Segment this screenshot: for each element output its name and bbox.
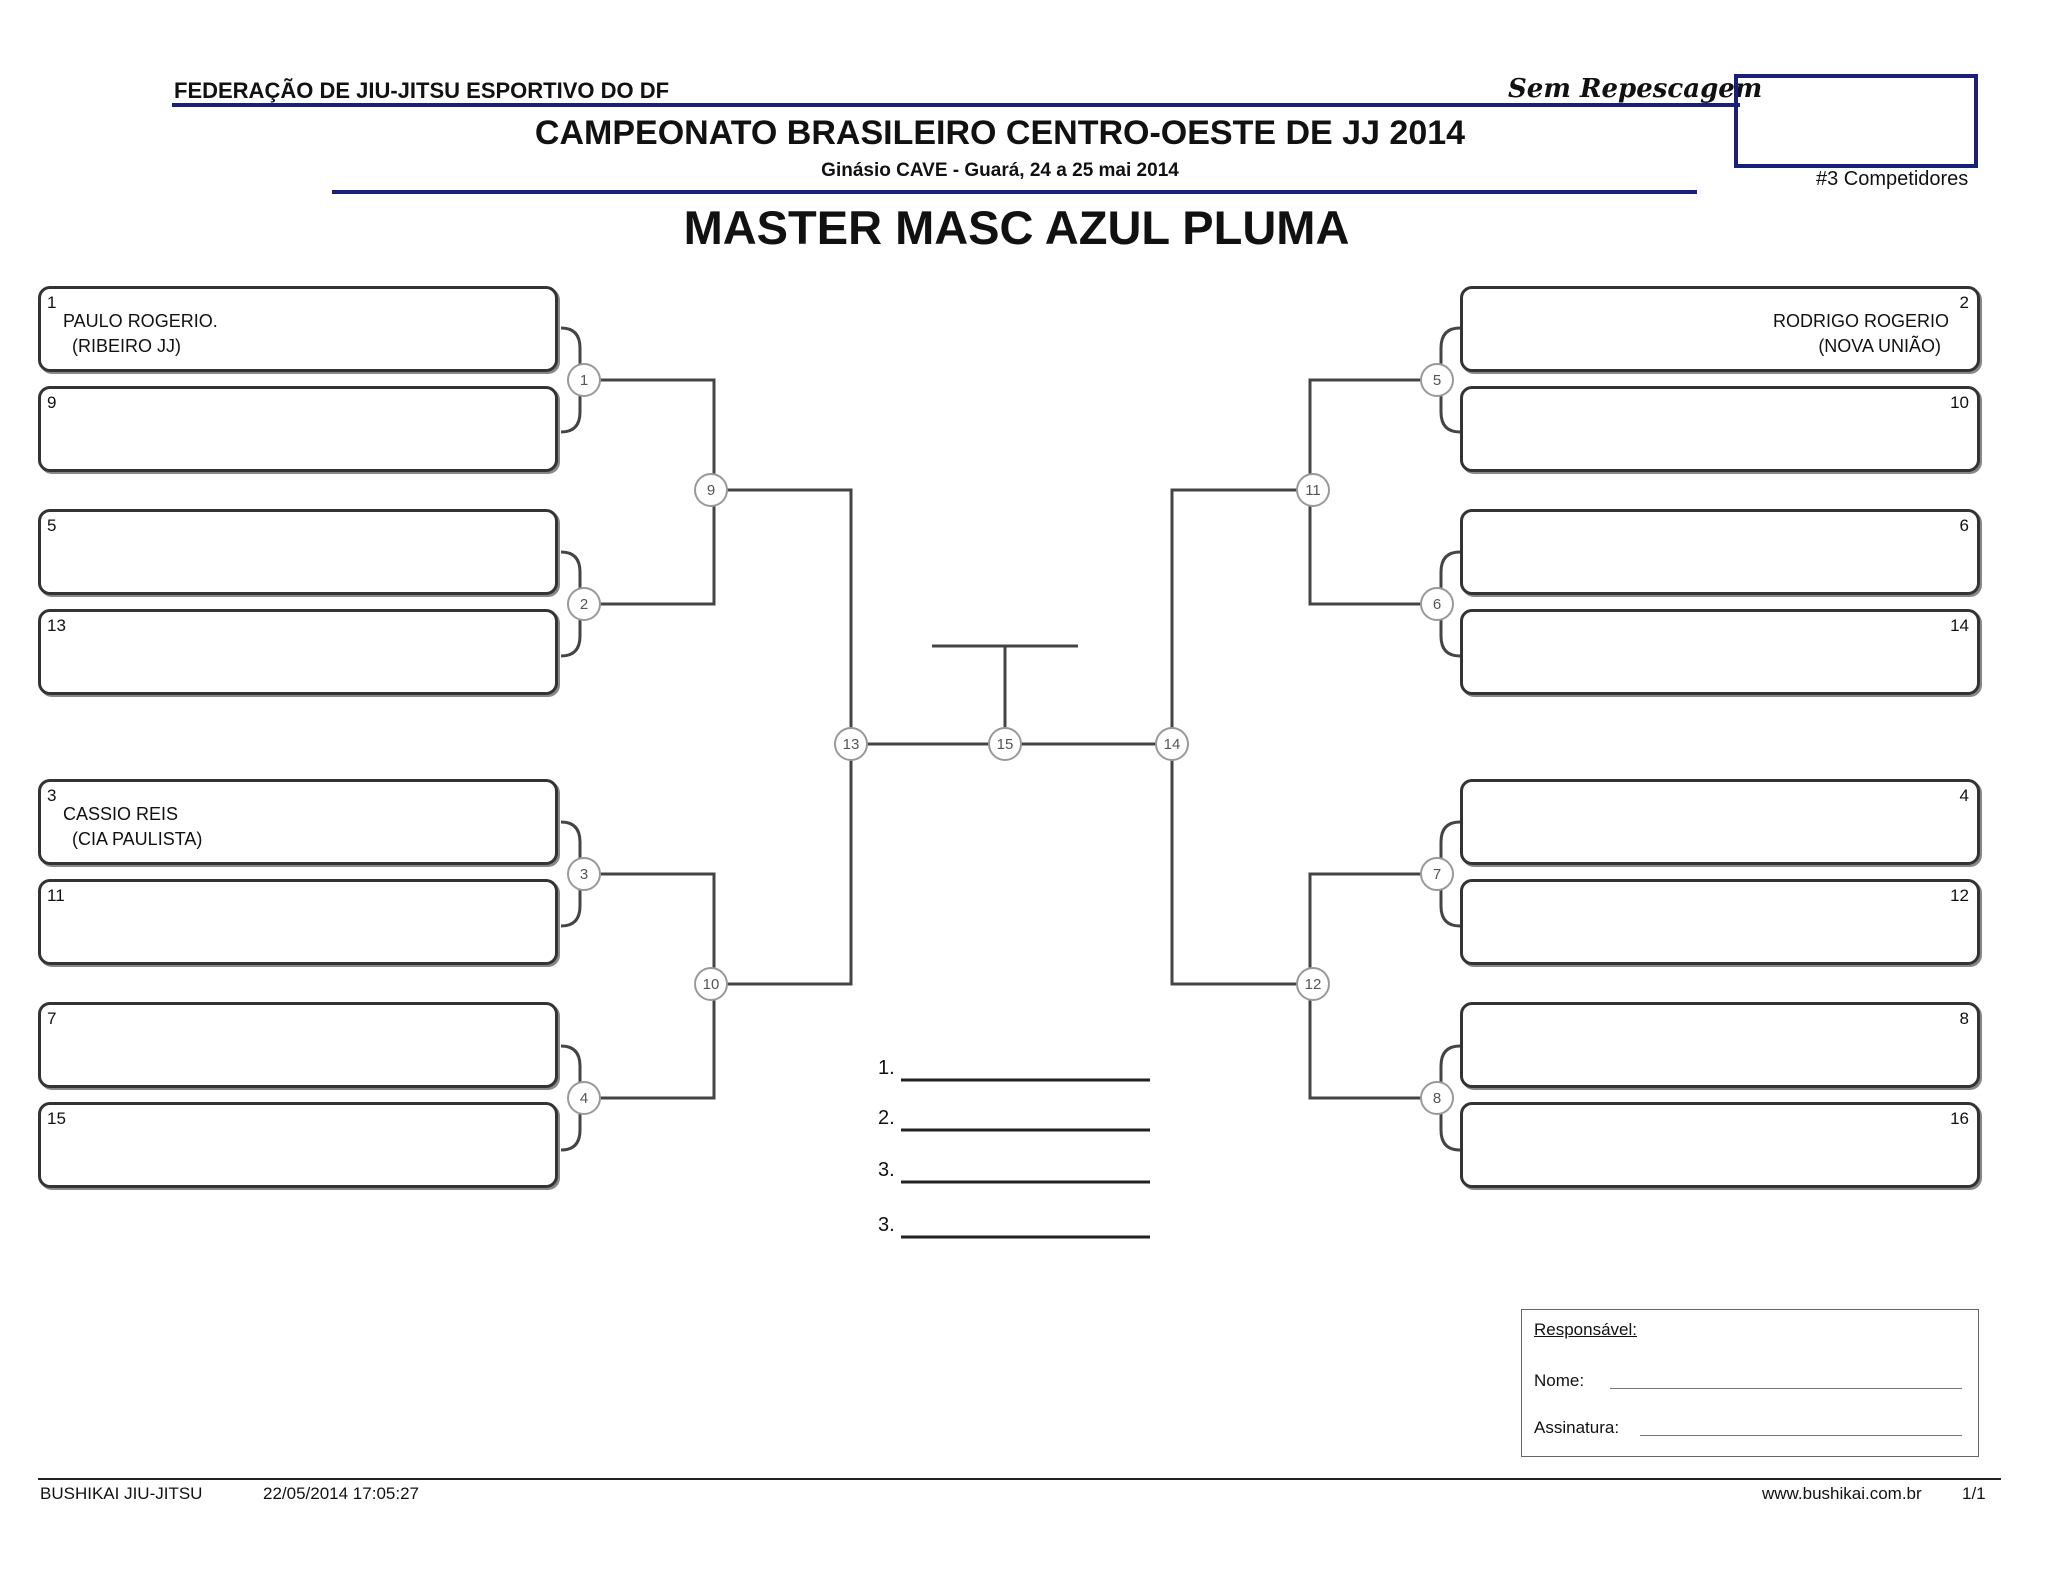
fight-number: 12 <box>1304 976 1322 993</box>
fight-number: 6 <box>1432 596 1442 613</box>
bracket-slot[interactable] <box>38 1102 558 1188</box>
no-repechage-label: Sem Repescagem <box>1508 74 1763 104</box>
athlete-team: (NOVA UNIÃO) <box>1818 336 1941 356</box>
bracket-slot[interactable] <box>38 509 558 595</box>
slot-seed: 6 <box>1959 516 1969 535</box>
bracket-slot[interactable] <box>38 779 558 865</box>
bracket-slot[interactable] <box>38 386 558 472</box>
fight-number: 7 <box>1432 866 1442 883</box>
event-title: CAMPEONATO BRASILEIRO CENTRO-OESTE DE JJ 2014 <box>534 114 1466 152</box>
podium-second-label: 2. <box>878 1107 895 1129</box>
footer-rule <box>38 1478 2001 1480</box>
bracket-slot[interactable] <box>1460 1002 1980 1088</box>
responsible-title: Responsável: <box>1534 1320 1638 1339</box>
podium-third-label: 3. <box>878 1159 895 1181</box>
slot-seed: 7 <box>47 1009 57 1028</box>
footer-page: 1/1 <box>1962 1484 1986 1503</box>
fight-number: 13 <box>842 736 860 753</box>
bracket-slot[interactable] <box>1460 879 1980 965</box>
bracket-slot[interactable] <box>1460 509 1980 595</box>
slot-seed: 4 <box>1959 786 1969 805</box>
fight-number: 11 <box>1305 482 1321 499</box>
bracket-slot[interactable] <box>1460 609 1980 695</box>
slot-seed: 13 <box>47 616 66 635</box>
fight-number: 4 <box>579 1090 589 1107</box>
fight-number: 10 <box>702 976 720 993</box>
fight-number: 2 <box>579 596 589 613</box>
podium-first-label: 1. <box>878 1057 895 1079</box>
name-line[interactable] <box>1610 1388 1962 1389</box>
competitor-count: #3 Competidores <box>1816 168 1969 190</box>
fight-number: 1 <box>579 372 589 389</box>
slot-seed: 12 <box>1950 886 1969 905</box>
footer-timestamp: 22/05/2014 17:05:27 <box>263 1484 419 1503</box>
podium-third-label: 3. <box>878 1214 895 1236</box>
slot-seed: 5 <box>47 516 57 535</box>
signature-line[interactable] <box>1640 1435 1962 1436</box>
athlete-team: (CIA PAULISTA) <box>72 829 203 849</box>
fight-number: 3 <box>579 866 589 883</box>
athlete-name: RODRIGO ROGERIO <box>1772 311 1949 331</box>
federation-name: FEDERAÇÃO DE JIU-JITSU ESPORTIVO DO DF <box>174 78 670 103</box>
event-subtitle: Ginásio CAVE - Guará, 24 a 25 mai 2014 <box>821 160 1179 181</box>
slot-seed: 16 <box>1950 1109 1969 1128</box>
slot-seed: 15 <box>47 1109 66 1128</box>
category-title: MASTER MASC AZUL PLUMA <box>683 201 1350 254</box>
bracket-slot[interactable] <box>1460 779 1980 865</box>
bracket-slot[interactable] <box>38 1002 558 1088</box>
slot-seed: 10 <box>1950 393 1969 412</box>
slot-seed: 14 <box>1950 616 1969 635</box>
slot-seed: 1 <box>47 293 57 312</box>
bracket-slot[interactable] <box>1460 286 1980 372</box>
signature-label: Assinatura: <box>1534 1418 1620 1437</box>
fight-number: 14 <box>1163 736 1181 753</box>
footer-website: www.bushikai.com.br <box>1762 1484 1922 1503</box>
bracket-slot[interactable] <box>1460 386 1980 472</box>
slot-seed: 9 <box>47 393 57 412</box>
bracket-slot[interactable] <box>38 879 558 965</box>
fight-number: 5 <box>1432 372 1442 389</box>
fight-number: 9 <box>706 482 716 499</box>
slot-seed: 3 <box>47 786 57 805</box>
responsible-box <box>1521 1309 1979 1457</box>
podium-lines <box>901 1080 1150 1237</box>
bracket-slot[interactable] <box>1460 1102 1980 1188</box>
bracket-slot[interactable] <box>38 286 558 372</box>
slot-seed: 11 <box>47 886 65 905</box>
fight-number: 8 <box>1432 1090 1442 1107</box>
slot-seed: 8 <box>1959 1009 1969 1028</box>
athlete-name: CASSIO REIS <box>63 804 179 824</box>
athlete-team: (RIBEIRO JJ) <box>72 336 182 356</box>
slot-seed: 2 <box>1959 293 1969 312</box>
fight-number: 15 <box>996 736 1014 753</box>
footer-org: BUSHIKAI JIU-JITSU <box>40 1484 203 1503</box>
bracket-slot[interactable] <box>38 609 558 695</box>
athlete-name: PAULO ROGERIO. <box>63 311 218 331</box>
name-label: Nome: <box>1534 1371 1585 1390</box>
